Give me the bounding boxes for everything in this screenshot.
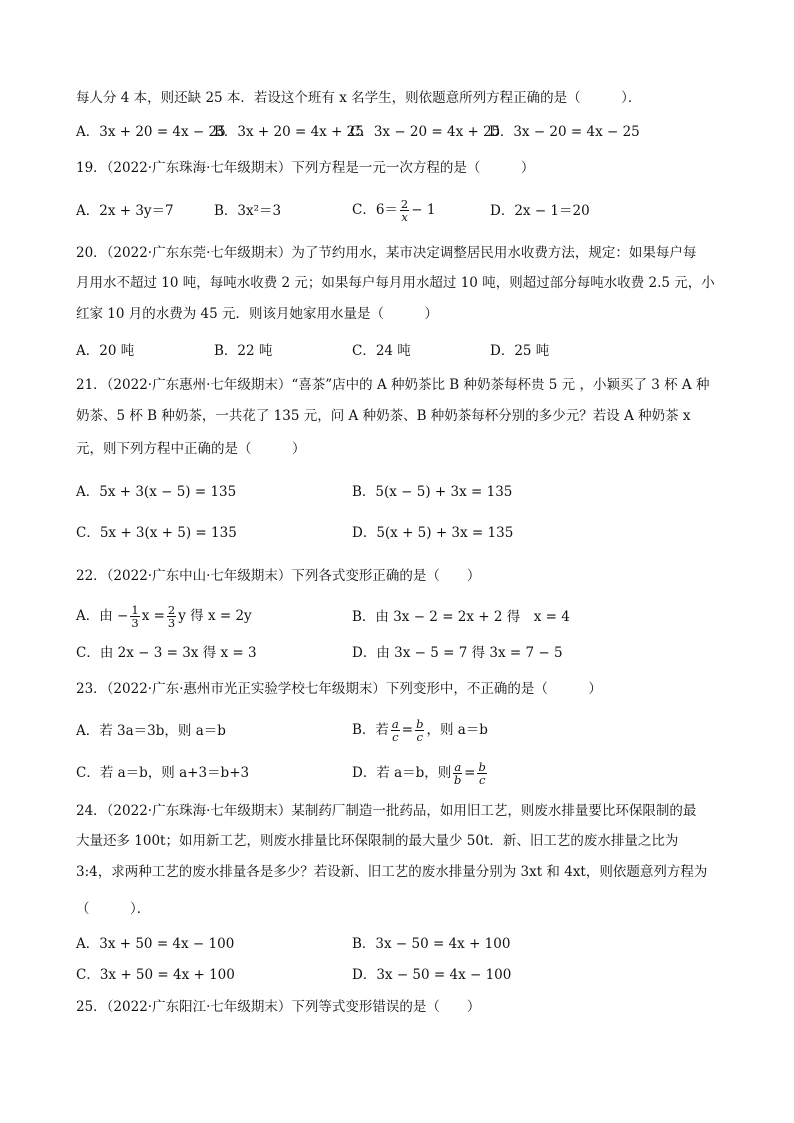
q22-option-d: D．由 3x − 5 = 7 得 3x = 7 − 5: [352, 645, 563, 661]
q20-option-d: D．25 吨: [490, 343, 550, 359]
q20-line-1: 20．（2022·广东东莞·七年级期末）为了节约用水，某市决定调整居民用水收费方法，规定：如果每户每: [76, 245, 697, 261]
q24-option-c: C．3x + 50 = 4x + 100: [76, 967, 235, 983]
q21-line-1: 21．（2022·广东惠州·七年级期末）“喜茶”店中的 A 种奶茶比 B 种奶茶每杯贵 5 元 ，小颖买了 3 杯 A 种: [76, 377, 710, 393]
q18-stem: 每人分 4 本，则还缺 25 本．若设这个班有 x 名学生，则依题意所列方程正确的是（ ）．: [76, 90, 642, 106]
q21-line-2: 奶茶、5 杯 B 种奶茶，一共花了 135 元，问 A 种奶茶、B 种奶茶每杯分别的多少元？若设 A 种奶茶 x: [76, 408, 691, 424]
q24-option-b: B．3x − 50 = 4x + 100: [352, 936, 511, 952]
q19-option-a: A．2x + 3y＝7: [76, 203, 174, 219]
q22-option-c: C．由 2x − 3 = 3x 得 x = 3: [76, 645, 257, 661]
q23-option-d: D．若 a＝b，则 $\frac{a}{b}$ = $\frac{b}{c}$: [352, 760, 486, 787]
q18-option-c: C．3x − 20 = 4x + 25: [350, 124, 501, 140]
q23-option-a: A．若 3a＝3b，则 a＝b: [76, 723, 226, 739]
q19-option-b: B．3x²＝3: [214, 203, 282, 219]
q24-line-3: 3:4，求两种工艺的废水排量各是多少？若设新、旧工艺的废水排量分别为 3xt 和 4xt，则依题意列方程为: [76, 864, 708, 880]
fraction: $\frac{2}{x}$: [400, 197, 409, 224]
q20-line-2: 月用水不超过 10 吨，每吨水收费 2 元；如果每户每月用水超过 10 吨，则超过部分每吨水收费 2.5 元，小: [76, 275, 715, 291]
q24-option-d: D．3x − 50 = 4x − 100: [352, 967, 512, 983]
q22-option-b: B．由 3x − 2 = 2x + 2 得 x = 4: [352, 609, 570, 625]
q20-option-a: A．20 吨: [76, 343, 135, 359]
q21-option-d: D．5(x + 5) + 3x = 135: [352, 525, 514, 541]
q22-option-a: A．由 − $\frac{1}{3}$ x = $\frac{2}{3}$ y 得 x = 2y: [76, 603, 252, 630]
q20-option-b: B．22 吨: [214, 343, 273, 359]
q24-line-4: （ ）．: [76, 901, 151, 917]
q23-stem: 23．（2022·广东·惠州市光正实验学校七年级期末）下列变形中，不正确的是（ ）: [76, 681, 602, 697]
q18-option-a: A．3x + 20 = 4x − 25: [76, 124, 226, 140]
q23-option-c: C．若 a＝b，则 a+3＝b+3: [76, 765, 250, 781]
q23-option-b: B．若 $\frac{a}{c}$ = $\frac{b}{c}$ ，则 a＝b: [352, 717, 488, 744]
q24-line-1: 24．（2022·广东珠海·七年级期末）某制药厂制造一批药品，如用旧工艺，则废水排量要比环保限制的最: [76, 803, 697, 819]
q21-option-c: C．5x + 3(x + 5) = 135: [76, 525, 237, 541]
q24-option-a: A．3x + 50 = 4x − 100: [76, 936, 235, 952]
q25-stem: 25．（2022·广东阳江·七年级期末）下列等式变形错误的是（ ）: [76, 999, 481, 1015]
q20-line-3: 红家 10 月的水费为 45 元．则该月她家用水量是（ ）: [76, 306, 439, 322]
q20-option-c: C．24 吨: [352, 343, 411, 359]
q21-option-a: A．5x + 3(x − 5) = 135: [76, 484, 237, 500]
q21-line-3: 元，则下列方程中正确的是（ ）: [76, 441, 306, 457]
q24-line-2: 大量还多 100t；如用新工艺，则废水排量比环保限制的最大量少 50t．新、旧工艺的废水排量之比为: [76, 833, 679, 849]
q22-stem: 22．（2022·广东中山·七年级期末）下列各式变形正确的是（ ）: [76, 568, 481, 584]
q18-option-b: B．3x + 20 = 4x + 25: [214, 124, 364, 140]
q19-option-d: D．2x − 1＝20: [490, 203, 590, 219]
q21-option-b: B．5(x − 5) + 3x = 135: [352, 484, 513, 500]
q19-stem: 19．（2022·广东珠海·七年级期末）下列方程是一元一次方程的是（ ）: [76, 160, 535, 176]
q19-option-c: C．6＝ $\frac{2}{x}$ − 1: [352, 197, 436, 224]
q18-option-d: D．3x − 20 = 4x − 25: [489, 124, 640, 140]
